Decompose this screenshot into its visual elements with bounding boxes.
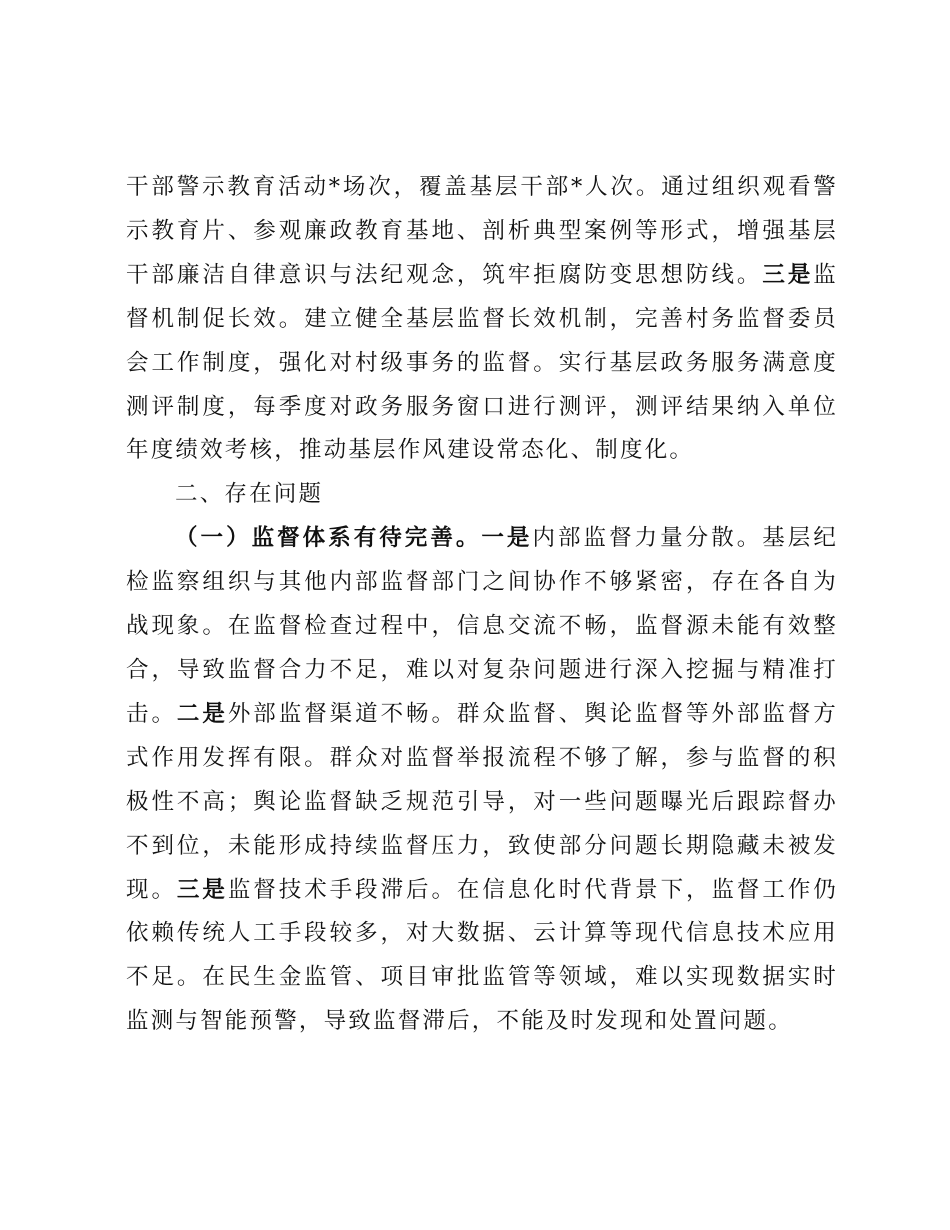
- bold-marker: 三是: [762, 261, 814, 288]
- paragraph-continuation: [126, 166, 838, 473]
- paragraph-text: 监督机制促长效。建立健全基层监督长效机制，完善村务监督委员会工作制度，强化对村级事务的监督。实行基层政务服务满意度测评制度，每季度对政务服务窗口进行测评，测评结果纳入单位年度绩效考核，推动基层作风建设常态化、制度化。: [126, 261, 838, 464]
- paragraph-text: 外部监督渠道不畅。群众监督、舆论监督等外部监督方式作用发挥有限。群众对监督举报流程不够了解，参与监督的积极性不高；舆论监督缺乏规范引导，对一些问题曝光后跟踪督办不到位，未能形成持续监督压力，致使部分问题长期隐藏未被发现。: [126, 700, 839, 903]
- bold-marker: 一是: [481, 525, 533, 552]
- paragraph-problems: [126, 517, 838, 1044]
- paragraph-text: 干部警示教育活动*场次，覆盖基层干部*人次。通过组织观看警示教育片、参观廉政教育基地、剖析典型案例等形式，增强基层干部廉洁自律意识与法纪观念，筑牢拒腐防变思想防线。: [126, 174, 838, 288]
- subsection-heading: （一）监督体系有待完善。: [175, 525, 482, 552]
- document-body: [126, 166, 838, 1044]
- bold-marker: 三是: [176, 876, 228, 903]
- paragraph-text: 内部监督力量分散。基层纪检监察组织与其他内部监督部门之间协作不够紧密，存在各自为战现象。在监督检查过程中，信息交流不畅，监督源未能有效整合，导致监督合力不足，难以对复杂问题进行深入挖掘与精准打击。: [126, 525, 839, 727]
- section-heading: 二、存在问题: [175, 481, 324, 508]
- bold-marker: 二是: [176, 700, 228, 727]
- paragraph-text: 监督技术手段滞后。在信息化时代背景下，监督工作仍依赖传统人工手段较多，对大数据、云计算等现代信息技术应用不足。在民生金监管、项目审批监管等领域，难以实现数据实时监测与智能预警，导致监督滞后，不能及时发现和处置问题。: [126, 876, 839, 1035]
